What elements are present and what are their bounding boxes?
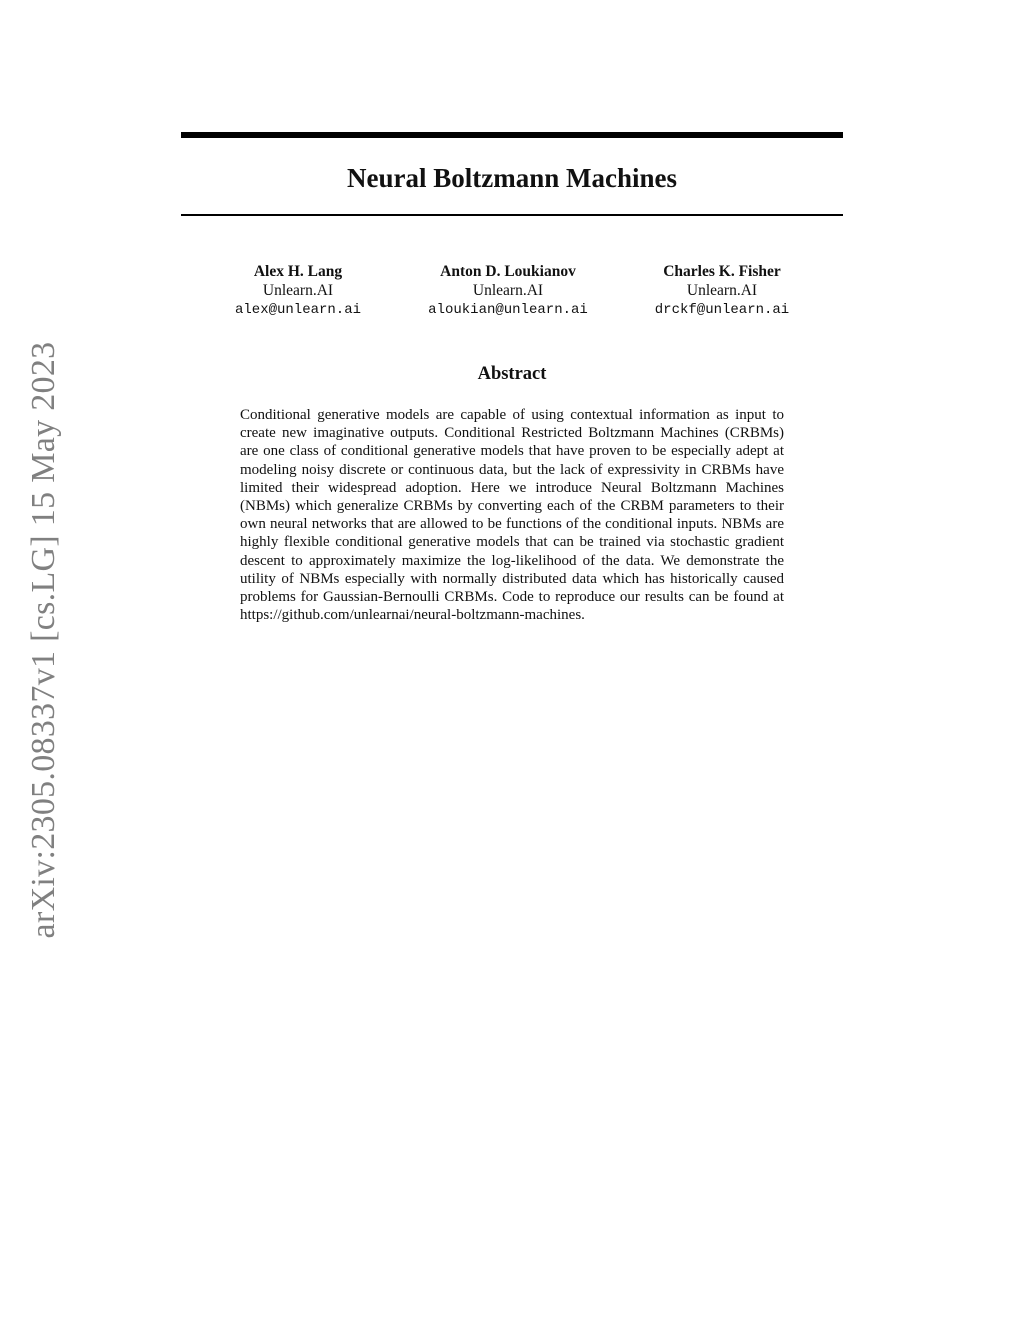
author-affiliation: Unlearn.AI [262, 282, 334, 299]
author-name: Anton D. Loukianov [440, 263, 576, 280]
author-affiliation: Unlearn.AI [472, 282, 544, 299]
author-name: Charles K. Fisher [663, 263, 781, 280]
author-affiliation: Unlearn.AI [686, 282, 758, 299]
author-email: drckf@unlearn.ai [654, 302, 790, 318]
author-3 [602, 262, 842, 320]
arxiv-identifier-stamp: arXiv:2305.08337v1 [cs.LG] 15 May 2023 [25, 341, 62, 939]
author-email: alex@unlearn.ai [234, 302, 362, 318]
paper-title: Neural Boltzmann Machines [347, 163, 677, 193]
abstract-text: Conditional generative models are capable of using contextual information as input to create new imaginative outputs. Conditional Restricted Boltzmann Machines (CRBMs) are one class of conditional generative models that have proven to be especially adept at modeling noisy discrete or continuous data, but the lack of expressivity in CRBMs have limited their widespread adoption. Here we introduce Neural Boltzmann Machines (NBMs) which generalize CRBMs by converting each of the CRBM parameters to their own neural networks that are allowed to be functions of the conditional inputs. NBMs are highly flexible conditional generative models that can be trained via stochastic gradient descent to approximately maximize the log-likelihood of the data. We demonstrate the utility of NBMs especially with normally distributed data which has historically caused problems for Gaussian-Bernoulli CRBMs. Code to reproduce our results can be found at https://github.com/unlearnai/neural-boltzmann-machines. [240, 407, 784, 624]
author-block [0, 262, 1024, 322]
author-1 [178, 262, 418, 320]
abstract-heading: Abstract [477, 364, 547, 384]
title-bottom-rule [181, 214, 843, 216]
title-top-rule [181, 132, 843, 138]
author-2 [388, 262, 628, 320]
author-email: aloukian@unlearn.ai [428, 302, 588, 318]
author-name: Alex H. Lang [253, 263, 343, 280]
